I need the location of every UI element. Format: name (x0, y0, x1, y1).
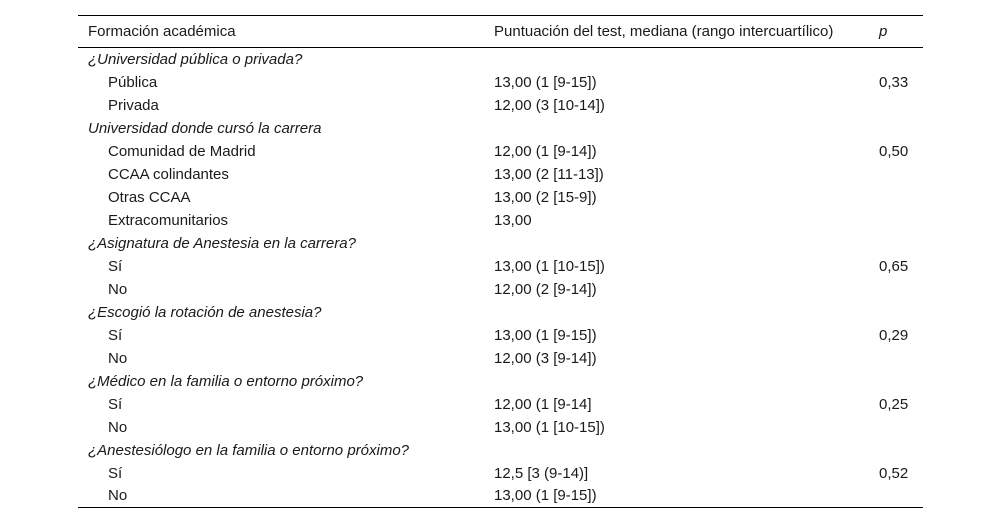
table-row (78, 186, 923, 209)
table-row (78, 94, 923, 117)
row-p-value: 0,25 (879, 395, 909, 413)
row-p-value (879, 163, 923, 186)
row-p-value (879, 94, 923, 117)
table-row (78, 71, 923, 94)
row-label: ¿Médico en la familia o entorno próximo? (88, 372, 364, 390)
row-p-value (879, 209, 923, 232)
table-row (78, 278, 923, 301)
row-label: No (108, 418, 128, 436)
row-p-value (879, 301, 923, 324)
row-label: Otras CCAA (108, 188, 191, 206)
row-value (494, 232, 879, 255)
row-value: 12,00 (1 [9-14] (494, 395, 592, 413)
row-label: ¿Anestesiólogo en la familia o entorno próximo? (88, 441, 410, 459)
row-value: 13,00 (2 [11-13]) (494, 165, 604, 183)
row-value: 13,00 (1 [10-15]) (494, 418, 605, 436)
table-row (78, 209, 923, 232)
row-value: 13,00 (1 [10-15]) (494, 257, 605, 275)
row-label: Extracomunitarios (108, 211, 229, 229)
row-label: Sí (108, 326, 123, 344)
group-row (78, 48, 923, 71)
row-label: ¿Asignatura de Anestesia en la carrera? (88, 234, 356, 252)
table-header (78, 16, 923, 48)
row-p-value: 0,29 (879, 326, 909, 344)
row-value: 12,00 (1 [9-14]) (494, 142, 597, 160)
row-value: 12,5 [3 (9-14)] (494, 464, 589, 482)
row-label: Comunidad de Madrid (108, 142, 256, 160)
row-p-value (879, 370, 923, 393)
table-row (78, 140, 923, 163)
table-row (78, 324, 923, 347)
row-p-value (879, 117, 923, 140)
row-p-value: 0,65 (879, 257, 909, 275)
row-label: CCAA colindantes (108, 165, 229, 183)
row-p-value: 0,33 (879, 73, 909, 91)
row-label: No (108, 349, 128, 367)
row-p-value (879, 485, 923, 508)
row-label: Universidad donde cursó la carrera (88, 119, 322, 137)
row-p-value (879, 416, 923, 439)
table-body (78, 48, 923, 508)
row-label: Sí (108, 257, 123, 275)
row-p-value (879, 439, 923, 462)
row-label: Sí (108, 395, 123, 413)
header-puntuacion: Puntuación del test, mediana (rango intercuartílico) (494, 16, 879, 48)
group-row (78, 301, 923, 324)
group-row (78, 232, 923, 255)
row-label: No (108, 487, 128, 505)
row-value: 13,00 (1 [9-15]) (494, 73, 597, 91)
row-value: 12,00 (2 [9-14]) (494, 280, 597, 298)
row-p-value (879, 278, 923, 301)
table-row (78, 347, 923, 370)
table-row (78, 393, 923, 416)
row-p-value (879, 347, 923, 370)
results-table (78, 15, 923, 508)
row-value: 13,00 (1 [9-15]) (494, 326, 597, 344)
row-value: 12,00 (3 [9-14]) (494, 349, 597, 367)
group-row (78, 439, 923, 462)
row-value (494, 301, 879, 324)
table-row (78, 255, 923, 278)
row-label: Pública (108, 73, 158, 91)
row-value (494, 439, 879, 462)
table-row (78, 485, 923, 508)
row-value: 12,00 (3 [10-14]) (494, 96, 605, 114)
row-p-value (879, 186, 923, 209)
group-row (78, 370, 923, 393)
row-value (494, 370, 879, 393)
row-value: 13,00 (2 [15-9]) (494, 188, 597, 206)
row-p-value: 0,50 (879, 142, 909, 160)
row-p-value: 0,52 (879, 464, 909, 482)
table-row (78, 462, 923, 485)
row-value: 13,00 (1 [9-15]) (494, 487, 597, 505)
row-value: 13,00 (494, 211, 532, 229)
row-value (494, 117, 879, 140)
header-p: p (879, 16, 923, 48)
row-label: ¿Escogió la rotación de anestesia? (88, 303, 322, 321)
row-label: Sí (108, 464, 123, 482)
row-p-value (879, 232, 923, 255)
table-row (78, 163, 923, 186)
row-label: No (108, 280, 128, 298)
row-label: ¿Universidad pública o privada? (88, 50, 303, 68)
table-row (78, 416, 923, 439)
header-row (78, 16, 923, 48)
group-row (78, 117, 923, 140)
header-formacion: Formación académica (78, 16, 494, 48)
row-value (494, 48, 879, 71)
row-label: Privada (108, 96, 159, 114)
row-p-value (879, 48, 923, 71)
